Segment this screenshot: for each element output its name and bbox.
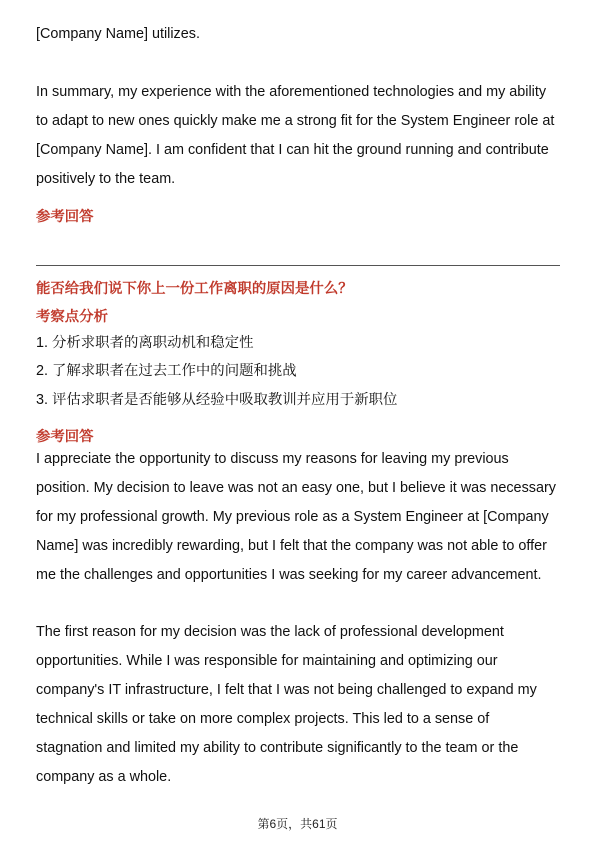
intro-tail-text: [Company Name] utilizes.: [36, 26, 200, 42]
analysis-label: 考察点分析: [36, 309, 108, 325]
analysis-point: 1. 分析求职者的离职动机和稳定性: [36, 335, 254, 351]
analysis-point: 3. 评估求职者是否能够从经验中吸取教训并应用于新职位: [36, 392, 398, 408]
section-divider: [36, 265, 560, 266]
reference-answer-label: 参考回答: [36, 429, 94, 445]
summary-paragraph: In summary, my experience with the aforementioned technologies and my ability to adapt to new ones quickly make me a strong fit for the System Engineer role at [Company Name]. I am confident that I can hit the ground running and contribute positively to the team.: [36, 84, 555, 187]
answer-paragraph: I appreciate the opportunity to discuss my reasons for leaving my previous position. My decision to leave was not an easy one, but I believe it was necessary for my professional growth. My previous role as a System Engineer at [Company Name] was incredibly rewarding, but I felt that the company was not able to offer me the challenges and opportunities I was seeking for my career advancement.: [36, 451, 556, 583]
reference-answer-label: 参考回答: [36, 209, 94, 225]
answer-paragraph: The first reason for my decision was the lack of professional development opportunities. While I was responsible for maintaining and optimizing our company's IT infrastructure, I felt that I was not being challenged to expand my technical skills or take on more complex projects. This led to a sense of stagnation and limited my ability to contribute significantly to the team or the company as a whole.: [36, 624, 537, 785]
analysis-point: 2. 了解求职者在过去工作中的问题和挑战: [36, 363, 297, 379]
page-number-footer: 第6页，共61页: [257, 817, 338, 831]
question-heading: 能否给我们说下你上一份工作离职的原因是什么？: [36, 281, 353, 297]
